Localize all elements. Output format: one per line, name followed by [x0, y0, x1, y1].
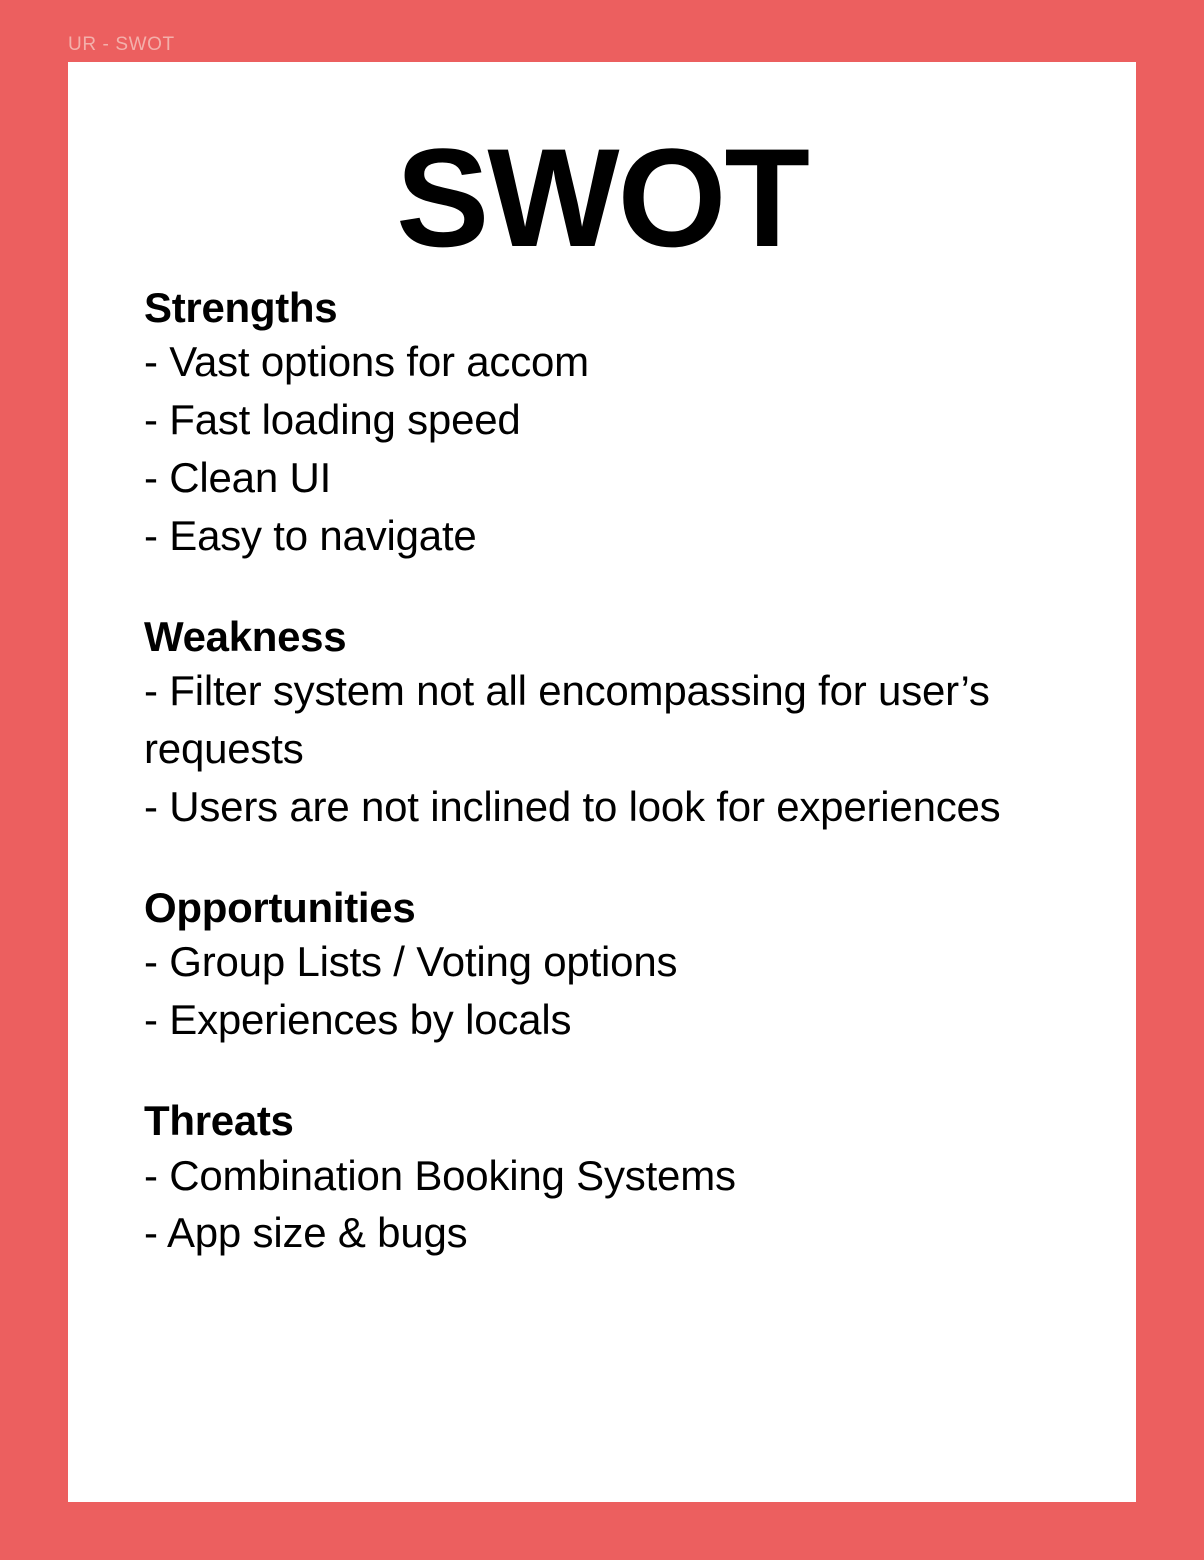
swot-section-strengths [144, 282, 1076, 565]
slide-header-label: UR - SWOT [68, 34, 175, 55]
list-item: - Combination Booking Systems [144, 1151, 736, 1199]
swot-section-weakness [144, 611, 1076, 836]
swot-section-opportunities [144, 882, 1076, 1049]
list-item: - Group Lists / Voting options [144, 938, 678, 986]
list-item: - Experiences by locals [144, 996, 572, 1044]
list-item: - Easy to navigate [144, 512, 477, 560]
slide-card [68, 62, 1136, 1502]
page-title: SWOT [396, 119, 808, 276]
section-heading: Threats [144, 1097, 294, 1145]
list-item: - Clean UI [144, 454, 332, 502]
section-heading: Strengths [144, 284, 338, 331]
list-item: - Fast loading speed [144, 396, 521, 444]
list-item: - Vast options for accom [144, 338, 589, 386]
list-item: - Filter system not all encompassing for user’s requests [144, 667, 990, 773]
section-heading: Weakness [144, 613, 347, 661]
list-item: - Users are not inclined to look for experiences [144, 783, 1001, 831]
swot-body [68, 282, 1136, 1262]
swot-section-threats [144, 1095, 1076, 1262]
section-heading: Opportunities [144, 884, 416, 932]
list-item: - App size & bugs [144, 1209, 468, 1257]
